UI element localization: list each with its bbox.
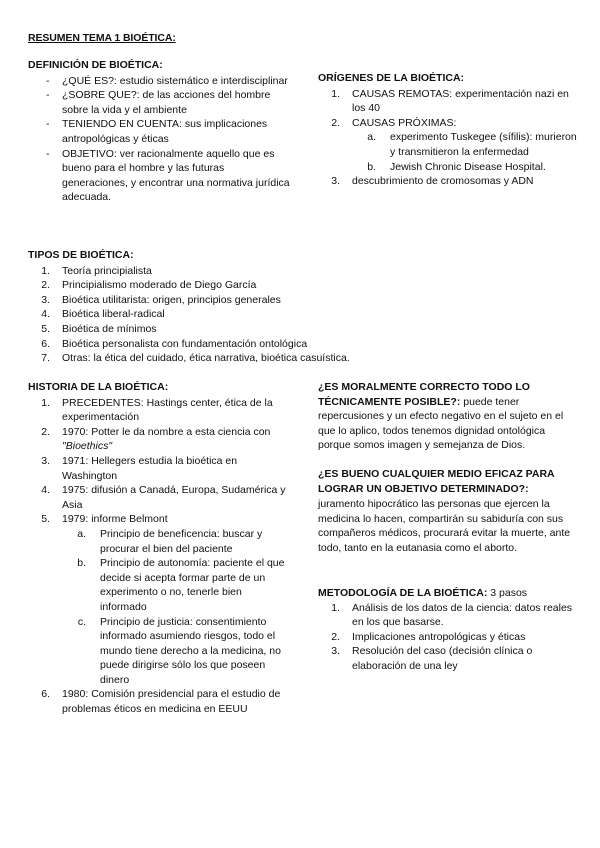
item-text: Bioética de mínimos: [62, 322, 157, 335]
historia-heading: HISTORIA DE LA BIOÉTICA:: [28, 381, 169, 393]
number-marker: 3.: [41, 293, 50, 306]
item-text: 1980: Comisión presidencial para el estudio de problemas éticos en medicina en EEUU: [62, 688, 281, 716]
number-marker: 7.: [41, 352, 50, 365]
item-text: Jewish Chronic Disease Hospital.: [390, 160, 546, 173]
item-text: sus implicaciones antropológicas y éticas: [62, 118, 268, 145]
list-item: [28, 293, 568, 308]
item-text: 1979: informe Belmont: [62, 513, 168, 526]
list-item: [28, 147, 290, 205]
historia-section: [28, 380, 286, 717]
number-marker: 3.: [41, 454, 50, 467]
letter-marker: a.: [367, 131, 376, 144]
number-marker: 1.: [41, 264, 50, 277]
list-item: [318, 174, 580, 189]
number-marker: 2.: [331, 630, 340, 643]
number-marker: 1.: [41, 396, 50, 409]
item-label: OBJETIVO:: [62, 147, 117, 160]
dash-marker: -: [46, 147, 50, 160]
moral-text: puede tener repercusiones y un efecto negativo en el sujeto en el que lo aplico, todos tenemos dignidad ontológica porque somos imagen y semejanza de Dios.: [318, 395, 564, 452]
moral-paragraph: [318, 380, 572, 453]
item-text: PRECEDENTES: Hastings center, ética de la experimentación: [62, 396, 273, 424]
definicion-section: [28, 58, 290, 205]
item-italic: "Bioethics": [62, 440, 113, 453]
letter-marker: b.: [77, 557, 86, 570]
metodologia-section: [318, 586, 580, 674]
item-text: CAUSAS REMOTAS: experimentación nazi en los 40: [352, 87, 569, 115]
number-marker: 1.: [331, 601, 340, 614]
number-marker: 2.: [331, 116, 340, 129]
item-text: Análisis de los datos de la ciencia: datos reales en los que basarse.: [352, 601, 573, 629]
letter-marker: c.: [77, 615, 86, 628]
origenes-heading: ORÍGENES DE LA BIOÉTICA:: [318, 72, 465, 84]
item-text: Implicaciones antropológicas y éticas: [352, 630, 526, 643]
item-text: estudio sistemático e interdisciplinar: [116, 74, 288, 87]
number-marker: 4.: [41, 308, 50, 321]
number-marker: 2.: [41, 425, 50, 438]
tipos-section: [28, 248, 568, 366]
number-marker: 3.: [331, 175, 340, 188]
dash-marker: -: [46, 74, 50, 87]
item-text: 1970: Potter le da nombre a esta ciencia con: [62, 425, 271, 438]
medio-text: juramento hipocrático las personas que ejercen la medicina lo hacen, compartirán su sabiduría con sus compañeros médicos, procurará evitar la muerte, ante todo, tanto en la eutanasia como el aborto.: [318, 498, 571, 554]
dash-marker: -: [46, 118, 50, 131]
moral-section: [318, 380, 572, 453]
list-item: [28, 425, 286, 454]
list-item: [318, 644, 580, 673]
list-item: [28, 483, 286, 512]
metodologia-heading: METODOLOGÍA DE LA BIOÉTICA:: [318, 587, 488, 599]
item-label: ¿SOBRE QUE?:: [62, 89, 140, 102]
item-text: Principio de justicia: consentimiento informado asumiendo riesgos, todo el mundo tiene derecho a la medicina, no puede dirigirse sólo los que poseen dinero: [100, 615, 281, 686]
list-item: [28, 74, 290, 89]
number-marker: 5.: [41, 513, 50, 526]
item-text: CAUSAS PRÓXIMAS:: [352, 116, 457, 129]
metodologia-suffix: 3 pasos: [487, 587, 528, 599]
tipos-heading: TIPOS DE BIOÉTICA:: [28, 249, 134, 261]
medio-heading: ¿ES BUENO CUALQUIER MEDIO EFICAZ PARA LOGRAR UN OBJETIVO DETERMINADO?:: [318, 468, 555, 495]
moral-heading: ¿ES MORALMENTE CORRECTO TODO LO TÉCNICAMENTE POSIBLE?:: [318, 381, 530, 408]
item-text: Principio de beneficencia: buscar y procurar el bien del paciente: [100, 527, 263, 555]
number-marker: 1.: [331, 87, 340, 100]
metodologia-title-line: [318, 586, 580, 601]
letter-marker: b.: [367, 160, 376, 173]
item-text: experimento Tuskegee (sífilis): murieron y transmitieron la enfermedad: [390, 131, 577, 158]
item-label: TENIENDO EN CUENTA:: [62, 118, 182, 131]
list-item: [318, 601, 580, 630]
letter-marker: a.: [77, 527, 86, 540]
sub-list-item: [28, 556, 286, 614]
number-marker: 4.: [41, 484, 50, 497]
list-item: [28, 351, 568, 366]
item-text: ver racionalmente aquello que es bueno para el hombre y las futuras generaciones, y encontrar una normativa jurídica adecuada.: [62, 147, 290, 204]
dash-marker: -: [46, 89, 50, 102]
list-item: [28, 264, 568, 279]
item-text: descubrimiento de cromosomas y ADN: [352, 175, 534, 188]
origenes-section: [318, 71, 580, 189]
medio-section: [318, 467, 572, 556]
sub-list-item: [28, 527, 286, 556]
sub-list-item: [318, 160, 580, 175]
list-item: [318, 87, 580, 116]
number-marker: 2.: [41, 279, 50, 292]
item-text: de las acciones del hombre sobre la vida y el ambiente: [62, 89, 271, 116]
item-text: 1975: difusión a Canadá, Europa, Sudamérica y Asia: [62, 484, 286, 511]
item-text: Bioética liberal-radical: [62, 308, 165, 321]
document-title: RESUMEN TEMA 1 BIOÉTICA:: [28, 32, 176, 44]
item-text: 1971: Hellegers estudia la bioética en Washington: [62, 454, 238, 482]
item-text-wrap: [62, 425, 286, 454]
number-marker: 6.: [41, 688, 50, 701]
list-item: [28, 117, 290, 146]
list-item: [28, 278, 568, 293]
list-item: [28, 337, 568, 352]
item-text: Principio de autonomía: paciente el que decide si acepta formar parte de un experimento o no, tenerle bien informado: [100, 557, 285, 613]
item-text: Principialismo moderado de Diego García: [62, 279, 257, 292]
list-item: [28, 322, 568, 337]
list-item: [318, 116, 580, 131]
list-item: [28, 396, 286, 425]
number-marker: 3.: [331, 645, 340, 658]
list-item: [28, 687, 286, 716]
number-marker: 6.: [41, 337, 50, 350]
list-item: [318, 630, 580, 645]
item-text: Bioética utilitarista: origen, principios generales: [62, 293, 281, 306]
list-item: [28, 88, 290, 117]
item-text: Resolución del caso (decisión clínica o elaboración de una ley: [352, 645, 533, 672]
definicion-heading: DEFINICIÓN DE BIOÉTICA:: [28, 59, 163, 71]
number-marker: 5.: [41, 322, 50, 335]
item-text: Bioética personalista con fundamentación ontológica: [62, 337, 308, 350]
list-item: [28, 512, 286, 527]
sub-list-item: [318, 130, 580, 159]
item-text: Teoría principialista: [62, 264, 152, 277]
list-item: [28, 307, 568, 322]
item-label: ¿QUÉ ES?:: [62, 74, 117, 87]
list-item: [28, 454, 286, 483]
sub-list-item: [28, 615, 286, 688]
item-text: Otras: la ética del cuidado, ética narrativa, bioética casuística.: [62, 352, 350, 365]
